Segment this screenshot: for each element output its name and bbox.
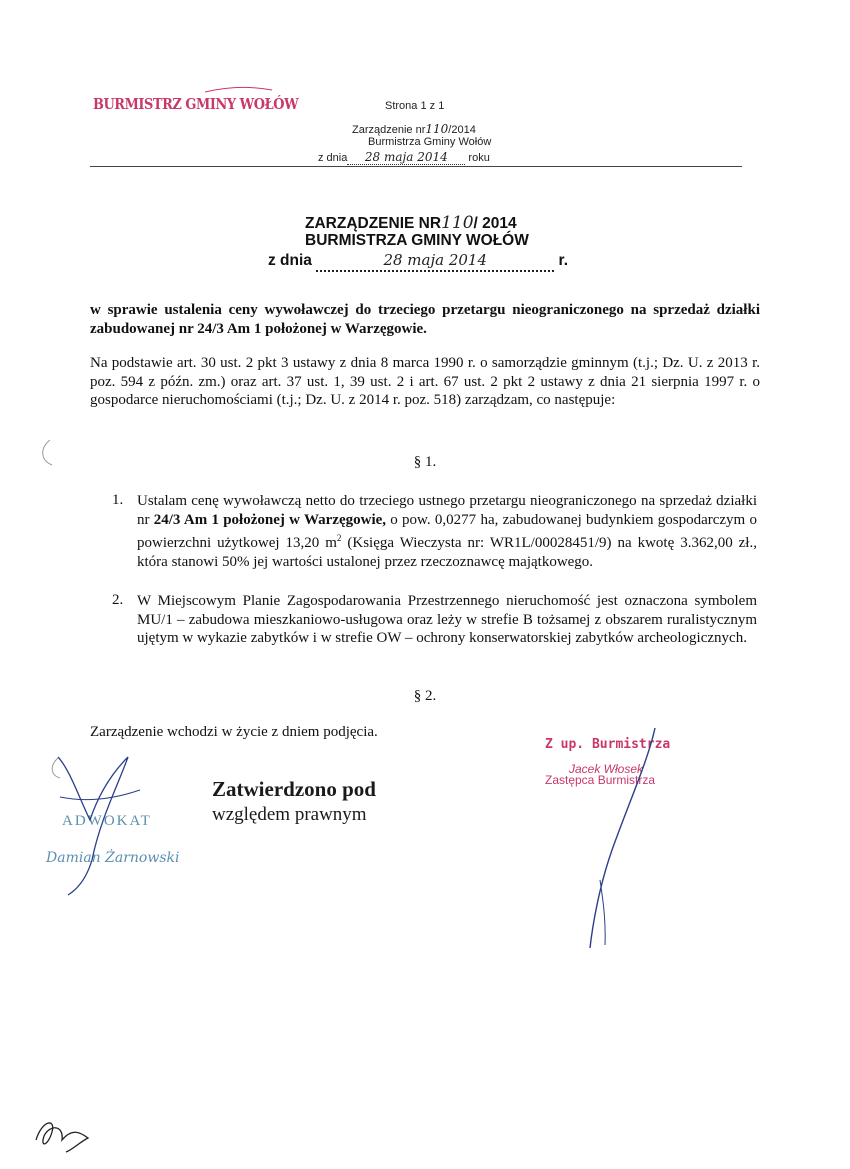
item-1-superscript: 2 — [336, 533, 342, 543]
subject: w sprawie ustalenia ceny wywoławczej do trzeciego przetargu nieograniczonego na sprzedaż działki zabudowanej nr 24/3 Am 1 położonej w Warzęgowie. — [90, 302, 760, 337]
deputy-stamp-name: Jacek Włosek — [569, 762, 644, 776]
header-date-prefix: z dnia — [318, 152, 348, 164]
item-1-part-c: o pow. 0,0277 ha, zabudowanej budynkiem gospodarczym o powierzchni użytkowej 13,20 m — [137, 511, 757, 551]
title-suffix: / 2014 — [473, 215, 517, 232]
header-date-handwritten: 28 maja 2014 — [364, 150, 448, 164]
title-date-prefix: z dnia — [268, 252, 317, 269]
lawyer-stamp-title: ADWOKAT — [62, 813, 152, 829]
initials-signature — [36, 1123, 88, 1152]
header-order-number-handwritten: 110 — [425, 122, 449, 136]
deputy-stamp-title: Zastępca Burmistrza — [545, 773, 656, 787]
title-prefix: ZARZĄDZENIE NR — [305, 215, 442, 232]
title-date-suffix: r. — [554, 252, 569, 269]
burmistrz-stamp-top: BURMISTRZ GMINY WOŁÓW — [93, 95, 299, 113]
header-order-prefix: Zarządzenie nr — [352, 124, 426, 136]
header-issuer: Burmistrza Gminy Wołów — [368, 136, 492, 148]
item-2-text: W Miejscowym Planie Zagospodarowania Przestrzennego nieruchomość jest oznaczona symbolem MU/1 – zabudowa mieszkaniowo-usługowa oraz leży w strefie B tożsamej z obszarem ruralistycznym ujętym w wykazie zabytków i w strefie OW – ochrony konserwatorskiej zabytków archeologicznych. — [137, 593, 757, 646]
header-order-suffix: /2014 — [448, 124, 476, 136]
legal-basis: Na podstawie art. 30 ust. 2 pkt 3 ustawy z dnia 8 marca 1990 r. o samorządzie gminnym (t.j.; Dz. U. z 2013 r. poz. 594 z późn. zm.) oraz art. 37 ust. 1, 39 ust. 2 i art. 67 ust. 2 pkt 2 ustawy z dnia 21 sierpnia 1997 r. o gospodarce nieruchomościami (t.j.; Dz. U. z 2014 r. poz. 518) zarządzam, co następuje: — [90, 355, 760, 408]
deputy-stamp-line1: Z up. Burmistrza — [545, 737, 671, 752]
item-1-parcel: 24/3 Am 1 położonej w Warzęgowie, — [153, 511, 387, 528]
lawyer-stamp-name: Damian Żarnowski — [46, 850, 180, 866]
item-1-number: 1. — [112, 492, 124, 508]
item-1-part-d: (Księga Wieczysta nr: WR1L/00028451/9) na kwotę 3.362,00 zł., która stanowi 50% jej wartości ustalonej przez rzeczoznawcę majątkowego. — [137, 535, 757, 570]
section-2-heading: § 2. — [413, 688, 437, 704]
title-date-handwritten: 28 maja 2014 — [383, 251, 488, 269]
page-number: Strona 1 z 1 — [385, 100, 445, 112]
approval-line1-text: Zatwierdzono pod — [212, 777, 376, 801]
section-1-heading: § 1. — [413, 454, 437, 470]
lawyer-signature — [58, 757, 128, 895]
stamp-underline-mark — [205, 87, 272, 92]
punch-hole-mark-1 — [43, 440, 52, 465]
deputy-signature — [590, 728, 655, 948]
header-date-suffix: roku — [468, 152, 490, 164]
document-title-line2: BURMISTRZA GMINY WOŁÓW — [305, 232, 529, 249]
item-1-part-a: Ustalam cenę wywoławczą netto do trzeciego ustnego przetargu nieograniczonego na sprzedaż działki nr — [137, 493, 757, 528]
effective-clause: Zarządzenie wchodzi w życie z dniem podjęcia. — [90, 724, 378, 740]
title-number-handwritten: 110 — [441, 213, 474, 233]
punch-hole-mark-2 — [52, 758, 60, 778]
item-2-number: 2. — [112, 592, 124, 608]
approval-line2-text: względem prawnym — [212, 804, 367, 825]
